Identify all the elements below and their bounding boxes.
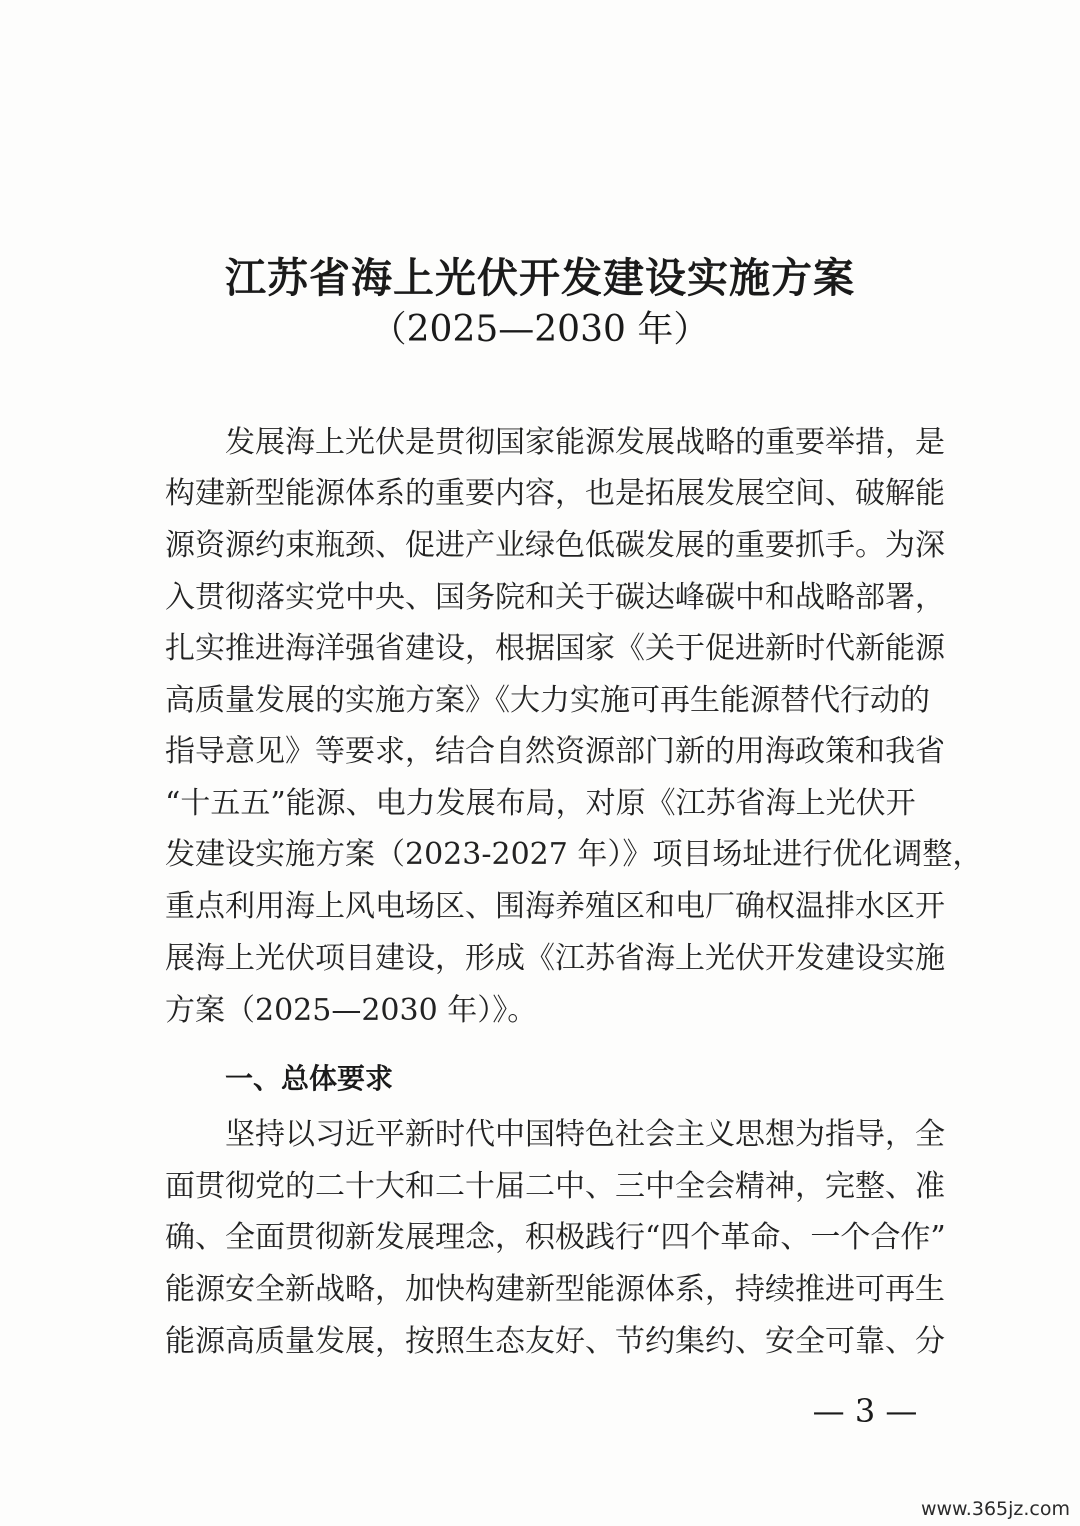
paragraph-line: 源资源约束瓶颈、促进产业绿色低碳发展的重要抓手。为深 [165, 528, 945, 563]
paragraph-line: 指导意见》等要求，结合自然资源部门新的用海政策和我省 [165, 734, 945, 769]
section-heading: 一、总体要求 [225, 1062, 394, 1095]
paragraph-line: 入贯彻落实党中央、国务院和关于碳达峰碳中和战略部署， [165, 580, 945, 615]
paragraph-line: 确、全面贯彻新发展理念，积极践行“四个革命、一个合作” [165, 1220, 946, 1255]
document-title: 江苏省海上光伏开发建设实施方案 [225, 254, 855, 302]
paragraph-line: 扎实推进海洋强省建设，根据国家《关于促进新时代新能源 [165, 631, 945, 666]
paragraph-line: 坚持以习近平新时代中国特色社会主义思想为指导，全 [225, 1117, 945, 1152]
paragraph-line: 面贯彻党的二十大和二十届二中、三中全会精神，完整、准 [165, 1169, 945, 1204]
paragraph-line: 构建新型能源体系的重要内容，也是拓展发展空间、破解能 [165, 476, 945, 511]
page-number: — 3 — [812, 1392, 918, 1430]
paragraph-line: 展海上光伏项目建设，形成《江苏省海上光伏开发建设实施 [165, 941, 945, 976]
paragraph-line: 高质量发展的实施方案》《大力实施可再生能源替代行动的 [165, 683, 930, 718]
paragraph-line: 发建设实施方案（2023-2027 年）》项目场址进行优化调整， [165, 837, 983, 872]
paragraph-line: 能源高质量发展，按照生态友好、节约集约、安全可靠、分 [165, 1324, 945, 1359]
paragraph-line: 能源安全新战略，加快构建新型能源体系，持续推进可再生 [165, 1272, 945, 1307]
watermark-text: www.365jz.com [920, 1498, 1070, 1520]
paragraph-line: 方案（2025—2030 年）》。 [165, 993, 538, 1028]
paragraph-line: “十五五”能源、电力发展布局，对原《江苏省海上光伏开 [165, 786, 916, 821]
paragraph-line: 发展海上光伏是贯彻国家能源发展战略的重要举措，是 [225, 425, 945, 460]
paragraph-line: 重点利用海上风电场区、围海养殖区和电厂确权温排水区开 [165, 889, 945, 924]
document-subtitle: （2025—2030 年） [370, 309, 710, 350]
